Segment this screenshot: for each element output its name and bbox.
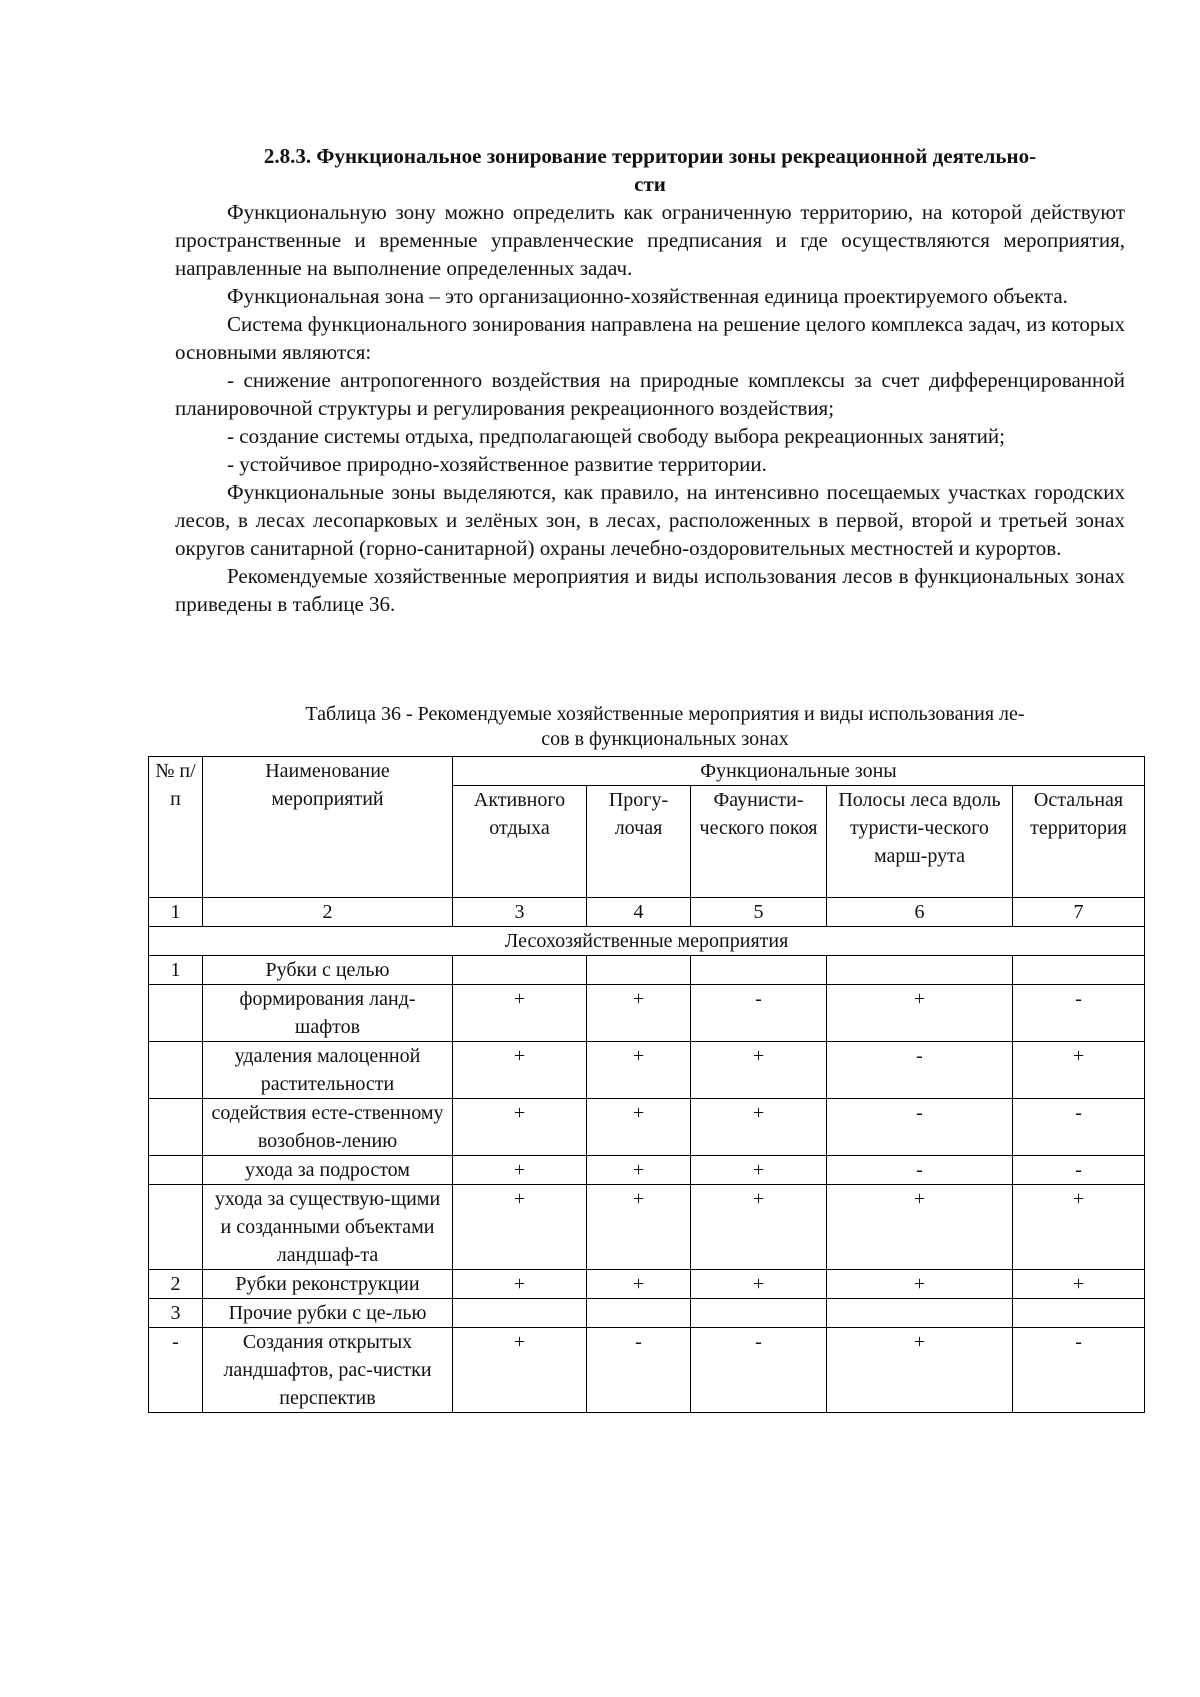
zone-mark: + bbox=[587, 1270, 691, 1299]
zone-mark: - bbox=[827, 1042, 1013, 1099]
table-header-row bbox=[149, 757, 1145, 786]
zone-mark: + bbox=[453, 1185, 587, 1270]
header-zones: Функциональные зоны bbox=[453, 757, 1145, 786]
body-text bbox=[175, 198, 1125, 618]
zone-mark: - bbox=[827, 1099, 1013, 1156]
table-caption bbox=[230, 702, 1100, 752]
table-row bbox=[149, 1328, 1145, 1413]
row-number: 1 bbox=[149, 956, 203, 985]
row-number: 2 bbox=[149, 1270, 203, 1299]
header-no: № п/п bbox=[149, 757, 203, 898]
zone-mark: + bbox=[453, 1099, 587, 1156]
paragraph: - устойчивое природно-хозяйственное развитие территории. bbox=[227, 452, 767, 476]
column-number-row bbox=[149, 898, 1145, 927]
row-number bbox=[149, 1042, 203, 1099]
row-number bbox=[149, 985, 203, 1042]
zone-header: Фаунисти-ческого покоя bbox=[691, 786, 827, 898]
activity-name: Прочие рубки с це-лью bbox=[203, 1299, 453, 1328]
zone-mark: + bbox=[587, 1042, 691, 1099]
zone-mark bbox=[1013, 1299, 1145, 1328]
zone-mark: - bbox=[1013, 1156, 1145, 1185]
paragraph: - снижение антропогенного воздействия на природные комплексы за счет дифференцированной планировочной структуры и регулирования рекреационного воздействия; bbox=[175, 368, 1125, 420]
activity-name: ухода за подростом bbox=[203, 1156, 453, 1185]
row-number bbox=[149, 1185, 203, 1270]
paragraph: - создание системы отдыха, предполагающей свободу выбора рекреационных занятий; bbox=[227, 424, 1005, 448]
zone-header: Активного отдыха bbox=[453, 786, 587, 898]
zone-mark bbox=[453, 1299, 587, 1328]
section-title: Лесохозяйственные мероприятия bbox=[149, 927, 1145, 956]
zone-mark: + bbox=[453, 1156, 587, 1185]
zone-mark bbox=[691, 1299, 827, 1328]
zone-mark: - bbox=[1013, 1099, 1145, 1156]
zone-mark: + bbox=[691, 1099, 827, 1156]
row-number: - bbox=[149, 1328, 203, 1413]
zone-mark: + bbox=[1013, 1042, 1145, 1099]
zone-mark: + bbox=[587, 1099, 691, 1156]
zone-mark: + bbox=[827, 985, 1013, 1042]
column-number: 2 bbox=[203, 898, 453, 927]
section-row bbox=[149, 927, 1145, 956]
zone-mark: + bbox=[587, 1185, 691, 1270]
zone-mark: - bbox=[1013, 1328, 1145, 1413]
table-row bbox=[149, 1299, 1145, 1328]
activity-name: Рубки реконструкции bbox=[203, 1270, 453, 1299]
table-caption-line-1: Таблица 36 - Рекомендуемые хозяйственные мероприятия и виды использования ле- bbox=[305, 703, 1025, 725]
table-row bbox=[149, 1185, 1145, 1270]
activity-name: Создания открытых ландшафтов, рас-чистки перспектив bbox=[203, 1328, 453, 1413]
zone-mark bbox=[453, 956, 587, 985]
table-row bbox=[149, 1042, 1145, 1099]
zone-mark: - bbox=[827, 1156, 1013, 1185]
zone-mark: - bbox=[587, 1328, 691, 1413]
zone-mark: + bbox=[453, 1270, 587, 1299]
activity-name: удаления малоценной растительности bbox=[203, 1042, 453, 1099]
activity-name: формирования ланд-шафтов bbox=[203, 985, 453, 1042]
zone-mark: + bbox=[1013, 1270, 1145, 1299]
table-row bbox=[149, 985, 1145, 1042]
column-number: 7 bbox=[1013, 898, 1145, 927]
zone-mark: + bbox=[1013, 1185, 1145, 1270]
paragraph: Система функционального зонирования направлена на решение целого комплекса задач, из которых основными являются: bbox=[175, 312, 1125, 364]
zone-mark: + bbox=[453, 1328, 587, 1413]
paragraph: Функциональная зона – это организационно-хозяйственная единица проектируемого объекта. bbox=[227, 284, 1068, 308]
row-number: 3 bbox=[149, 1299, 203, 1328]
zone-mark: + bbox=[827, 1185, 1013, 1270]
activity-name: Рубки с целью bbox=[203, 956, 453, 985]
paragraph: Функциональные зоны выделяются, как правило, на интенсивно посещаемых участках городских лесов, в лесах лесопарковых и зелёных зон, в лесах, расположенных в первой, второй и третьей зонах округов санитарной (горно-санитарной) охраны лечебно-оздоровительных местностей и курортов. bbox=[175, 480, 1125, 560]
section-heading bbox=[175, 142, 1125, 198]
zone-mark: - bbox=[1013, 985, 1145, 1042]
table-row bbox=[149, 956, 1145, 985]
zone-mark: + bbox=[453, 985, 587, 1042]
zone-mark: - bbox=[691, 1328, 827, 1413]
zone-mark bbox=[827, 956, 1013, 985]
section-heading-line-2: сти bbox=[634, 172, 666, 196]
row-number bbox=[149, 1156, 203, 1185]
paragraph: Рекомендуемые хозяйственные мероприятия и виды использования лесов в функциональных зонах приведены в таблице 36. bbox=[175, 564, 1125, 616]
table-body bbox=[149, 757, 1145, 1413]
table-row bbox=[149, 1099, 1145, 1156]
section-heading-line-1: 2.8.3. Функциональное зонирование территории зоны рекреационной деятельно- bbox=[263, 144, 1037, 168]
activity-name: содействия есте-ственному возобнов-лению bbox=[203, 1099, 453, 1156]
zone-mark: + bbox=[587, 1156, 691, 1185]
zone-mark: + bbox=[827, 1270, 1013, 1299]
row-number bbox=[149, 1099, 203, 1156]
paragraph: Функциональную зону можно определить как ограниченную территорию, на которой действуют пространственные и временные управленческие предписания и где осуществляются мероприятия, направленные на выполнение определенных задач. bbox=[175, 200, 1125, 280]
zone-mark bbox=[587, 956, 691, 985]
column-number: 4 bbox=[587, 898, 691, 927]
zone-mark: + bbox=[691, 1185, 827, 1270]
zone-mark: - bbox=[691, 985, 827, 1042]
zone-mark: + bbox=[691, 1042, 827, 1099]
column-number: 5 bbox=[691, 898, 827, 927]
zones-table bbox=[148, 756, 1145, 1413]
zone-mark: + bbox=[453, 1042, 587, 1099]
zone-header: Остальная территория bbox=[1013, 786, 1145, 898]
zone-mark: + bbox=[691, 1156, 827, 1185]
activity-name: ухода за существую-щими и созданными объектами ландшаф-та bbox=[203, 1185, 453, 1270]
zone-mark bbox=[691, 956, 827, 985]
table-caption-line-2: сов в функциональных зонах bbox=[541, 728, 789, 750]
zone-mark: + bbox=[827, 1328, 1013, 1413]
header-name: Наименование мероприятий bbox=[203, 757, 453, 898]
zone-mark bbox=[827, 1299, 1013, 1328]
table-row bbox=[149, 1156, 1145, 1185]
column-number: 6 bbox=[827, 898, 1013, 927]
zone-mark: + bbox=[587, 985, 691, 1042]
zone-mark bbox=[587, 1299, 691, 1328]
zone-mark: + bbox=[691, 1270, 827, 1299]
table-row bbox=[149, 1270, 1145, 1299]
zone-mark bbox=[1013, 956, 1145, 985]
column-number: 1 bbox=[149, 898, 203, 927]
zone-header: Прогу-лочая bbox=[587, 786, 691, 898]
zone-header: Полосы леса вдоль туристи-ческого марш-рута bbox=[827, 786, 1013, 898]
column-number: 3 bbox=[453, 898, 587, 927]
